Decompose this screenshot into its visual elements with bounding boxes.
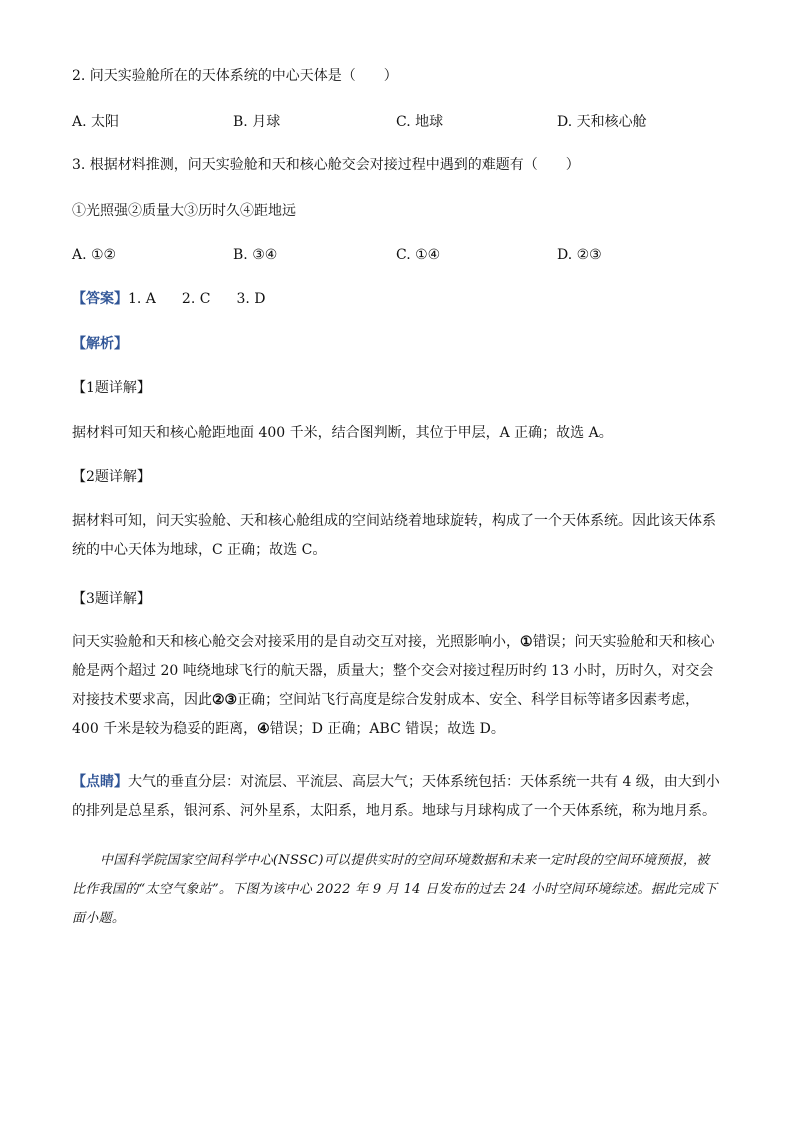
answer-item-3: 3. D [236, 291, 266, 307]
tip-text: 大气的垂直分层：对流层、平流层、高层大气；天体系统包括：天体系统一共有 4 级，由大到小的排列是总星系，银河系、河外星系，太阳系，地月系。地球与月球构成了一个天体系统，称为地月系。 [72, 774, 720, 819]
detail3-mark2: ②③ [212, 692, 238, 708]
detail1-text: 据材料可知天和核心舱距地面 400 千米，结合图判断，其位于甲层，A 正确；故选 A。 [72, 425, 613, 441]
q2-option-b: B. 月球 [233, 114, 281, 130]
q3-option-d: D. ②③ [557, 247, 602, 263]
analysis-label: 【解析】 [72, 336, 128, 352]
q3-option-c: C. ①④ [396, 247, 441, 263]
q3-items: ①光照强②质量大③历时久④距地远 [72, 203, 296, 219]
material-paragraph: 中国科学院国家空间科学中心(NSSC)可以提供实时的空间环境数据和未来一定时段的空间环境预报，被比作我国的“太空气象站”。下图为该中心 2022 年 9 月 14 日发布的过去 24 小时空间环境综述。据此完成下面小题。 [72, 853, 718, 926]
detail3-mark3: ④ [257, 721, 270, 737]
detail2-text: 据材料可知，问天实验舱、天和核心舱组成的空间站绕着地球旋转，构成了一个天体系统。因此该天体系统的中心天体为地球，C 正确；故选 C。 [72, 513, 716, 558]
answer-line [72, 289, 266, 309]
q3-option-a: A. ①② [72, 247, 117, 263]
detail3-seg3: 正确；空间站飞行高度是综合发射成本、安全、科学目标等诸多因素考虑，400 千米是较为稳妥的距离， [72, 692, 700, 737]
detail3-seg4: 错误；D 正确；ABC 错误；故选 D。 [269, 721, 505, 737]
answer-item-2: 2. C [181, 291, 211, 307]
q3-stem: 3. 根据材料推测，问天实验舱和天和核心舱交会对接过程中遇到的难题有（ ） [72, 157, 580, 173]
detail3-mark1: ① [520, 634, 533, 650]
answer-item-1: 1. A [128, 291, 156, 307]
q3-option-b: B. ③④ [233, 247, 278, 263]
detail3-heading: 【3题详解】 [72, 591, 151, 607]
detail3-text [72, 628, 722, 744]
q2-option-a: A. 太阳 [72, 114, 120, 130]
detail2-heading: 【2题详解】 [72, 469, 151, 485]
q2-option-d: D. 天和核心舱 [557, 114, 647, 130]
tip-label: 【点睛】 [72, 774, 128, 790]
answer-label: 【答案】 [72, 291, 128, 307]
tip-paragraph [72, 768, 722, 826]
detail3-seg2: 错误；问天实验舱和天和核心舱是两个超过 20 吨绕地球飞行的航天器，质量大；整个交会对接过程历时约 13 小时，历时久，对交会对接技术要求高，因此 [72, 634, 715, 708]
detail3-seg1: 问天实验舱和天和核心舱交会对接采用的是自动交互对接，光照影响小， [72, 634, 520, 650]
detail1-heading: 【1题详解】 [72, 380, 151, 396]
q2-stem: 2. 问天实验舱所在的天体系统的中心天体是（ ） [72, 68, 398, 84]
q2-option-c: C. 地球 [396, 114, 444, 130]
